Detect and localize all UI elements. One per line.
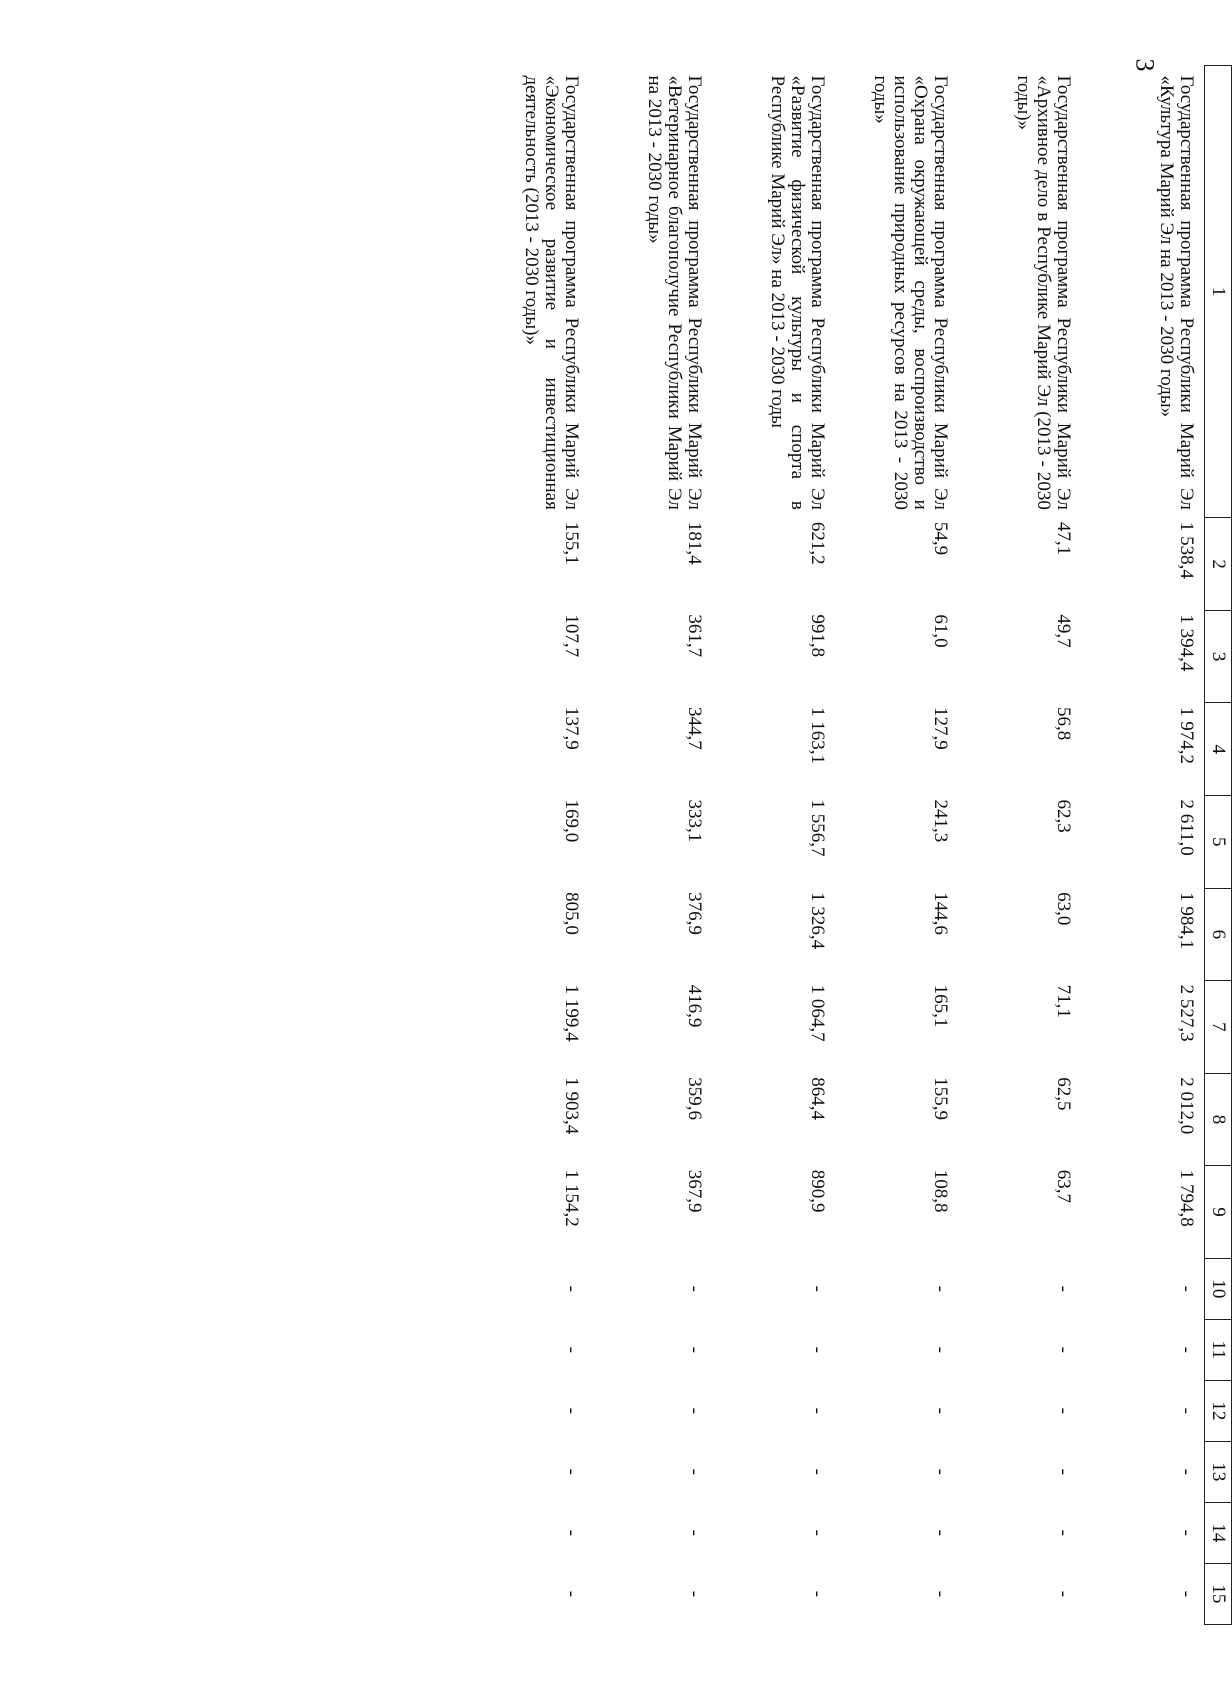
value-cell: 805,0 [561, 892, 582, 935]
table-header-row [1205, 66, 1232, 1625]
value-cell: 108,8 [930, 1169, 951, 1213]
program-name-cell: Государственная программа Республики Марий Эл «Архивное дело в Республике Марий Эл (2013 - 2030 годы)» [1013, 75, 1074, 510]
program-name-cell: Государственная программа Республики Марий Эл «Ветеринарное благополучие Республики Марий Эл на 2013 - 2030 годы» [644, 75, 705, 510]
value-cell: - [930, 1346, 951, 1353]
table-row [1081, 66, 1205, 1625]
column-header: 3 [1205, 610, 1232, 703]
value-cell: - [930, 1407, 951, 1414]
value-cell: 62,5 [1053, 1077, 1074, 1111]
value-cell: 1 794,8 [1176, 1169, 1197, 1227]
value-cell: 991,8 [807, 614, 828, 658]
value-cell: - [807, 1407, 828, 1414]
table-row [712, 66, 835, 1625]
value-cell: - [930, 1529, 951, 1536]
value-cell: 890,9 [807, 1169, 828, 1213]
column-header: 1 [1205, 66, 1232, 518]
value-cell: 107,7 [561, 614, 582, 658]
value-cell: - [684, 1590, 705, 1598]
value-cell: 181,4 [684, 521, 705, 565]
column-header: 9 [1205, 1166, 1232, 1259]
value-cell: 2 611,0 [1176, 799, 1197, 856]
program-name-cell: Государственная программа Республики Марий Эл «Экономическое развитие и инвестиционная деятельность (2013 - 2030 годы)» [521, 75, 582, 510]
value-cell: 71,1 [1053, 984, 1074, 1018]
value-cell: 1 394,4 [1176, 614, 1197, 672]
value-cell: - [684, 1285, 705, 1292]
value-cell: - [561, 1590, 582, 1598]
value-cell: - [1176, 1529, 1197, 1536]
value-cell: 376,9 [684, 892, 705, 935]
table-row [466, 66, 589, 1625]
column-header: 2 [1205, 518, 1232, 611]
value-cell: 1 199,4 [561, 984, 582, 1042]
value-cell: 155,9 [930, 1077, 951, 1120]
value-cell: 1 326,4 [807, 892, 828, 950]
value-cell: - [1053, 1407, 1074, 1414]
value-cell: 62,3 [1053, 799, 1074, 833]
value-cell: 359,6 [684, 1077, 705, 1120]
value-cell: - [1053, 1285, 1074, 1292]
value-cell: - [807, 1285, 828, 1292]
program-name-cell: Государственная программа Республики Марий Эл «Развитие физической культуры и спорта в Республике Марий Эл» на 2013 - 2030 годы [767, 75, 828, 510]
program-name-cell: Государственная программа Республики Марий Эл «Охрана окружающей среды, воспроизводство и использование природных ресурсов на 2013 - 2030 годы» [870, 75, 951, 510]
value-cell: - [1176, 1407, 1197, 1414]
column-header: 14 [1205, 1502, 1232, 1563]
value-cell: 344,7 [684, 706, 705, 750]
value-cell: - [684, 1529, 705, 1536]
table-row [835, 66, 958, 1625]
value-cell: - [1176, 1285, 1197, 1292]
value-cell: - [684, 1346, 705, 1353]
value-cell: 63,0 [1053, 892, 1074, 926]
value-cell: 241,3 [930, 799, 951, 843]
value-cell: 1 903,4 [561, 1077, 582, 1135]
value-cell: 47,1 [1053, 521, 1074, 556]
value-cell: 1 556,7 [807, 799, 828, 857]
budget-table [466, 65, 1232, 1625]
column-header: 8 [1205, 1073, 1232, 1166]
value-cell: - [561, 1346, 582, 1353]
value-cell: - [1053, 1590, 1074, 1598]
column-header: 7 [1205, 981, 1232, 1074]
column-header: 5 [1205, 796, 1232, 889]
value-cell: - [1053, 1529, 1074, 1536]
value-cell: 1 984,1 [1176, 892, 1197, 950]
value-cell: 137,9 [561, 706, 582, 750]
column-header: 4 [1205, 703, 1232, 796]
value-cell: 54,9 [930, 521, 951, 556]
value-cell: - [561, 1468, 582, 1475]
value-cell: 155,1 [561, 521, 582, 565]
value-cell: 165,1 [930, 984, 951, 1028]
value-cell: 367,9 [684, 1169, 705, 1213]
value-cell: 144,6 [930, 892, 951, 935]
value-cell: - [807, 1468, 828, 1475]
value-cell: - [684, 1468, 705, 1475]
value-cell: 127,9 [930, 706, 951, 750]
value-cell: 864,4 [807, 1077, 828, 1120]
table-row [958, 66, 1081, 1625]
page-number: 3 [1130, 58, 1160, 72]
value-cell: - [684, 1407, 705, 1414]
value-cell: 333,1 [684, 799, 705, 843]
value-cell: - [561, 1529, 582, 1536]
value-cell: 169,0 [561, 799, 582, 843]
column-header: 15 [1205, 1563, 1232, 1624]
value-cell: 1 064,7 [807, 984, 828, 1042]
table-row [589, 66, 712, 1625]
value-cell: 63,7 [1053, 1169, 1074, 1204]
value-cell: 1 974,2 [1176, 706, 1197, 764]
value-cell: 1 154,2 [561, 1169, 582, 1227]
column-header: 10 [1205, 1258, 1232, 1319]
value-cell: - [807, 1590, 828, 1598]
value-cell: 2 527,3 [1176, 984, 1197, 1042]
value-cell: 2 012,0 [1176, 1077, 1197, 1135]
value-cell: 361,7 [684, 614, 705, 658]
value-cell: 1 163,1 [807, 706, 828, 764]
value-cell: - [561, 1285, 582, 1292]
value-cell: 49,7 [1053, 614, 1074, 648]
value-cell: - [1053, 1346, 1074, 1353]
value-cell: - [807, 1529, 828, 1536]
rotated-page-content [482, 65, 1232, 1625]
value-cell: - [561, 1407, 582, 1414]
program-name-cell: Государственная программа Республики Марий Эл «Культура Марий Эл на 2013 - 2030 годы» [1156, 75, 1197, 510]
value-cell: 416,9 [684, 984, 705, 1028]
value-cell: - [1053, 1468, 1074, 1475]
value-cell: - [1176, 1346, 1197, 1353]
value-cell: - [930, 1468, 951, 1475]
column-header: 11 [1205, 1319, 1232, 1380]
value-cell: - [930, 1285, 951, 1292]
value-cell: 621,2 [807, 521, 828, 565]
value-cell: 61,0 [930, 614, 951, 648]
value-cell: - [1176, 1590, 1197, 1598]
value-cell: 56,8 [1053, 706, 1074, 741]
value-cell: 1 538,4 [1176, 521, 1197, 579]
column-header: 12 [1205, 1380, 1232, 1441]
value-cell: - [930, 1590, 951, 1598]
value-cell: - [1176, 1468, 1197, 1475]
column-header: 13 [1205, 1441, 1232, 1502]
value-cell: - [807, 1346, 828, 1353]
column-header: 6 [1205, 888, 1232, 981]
